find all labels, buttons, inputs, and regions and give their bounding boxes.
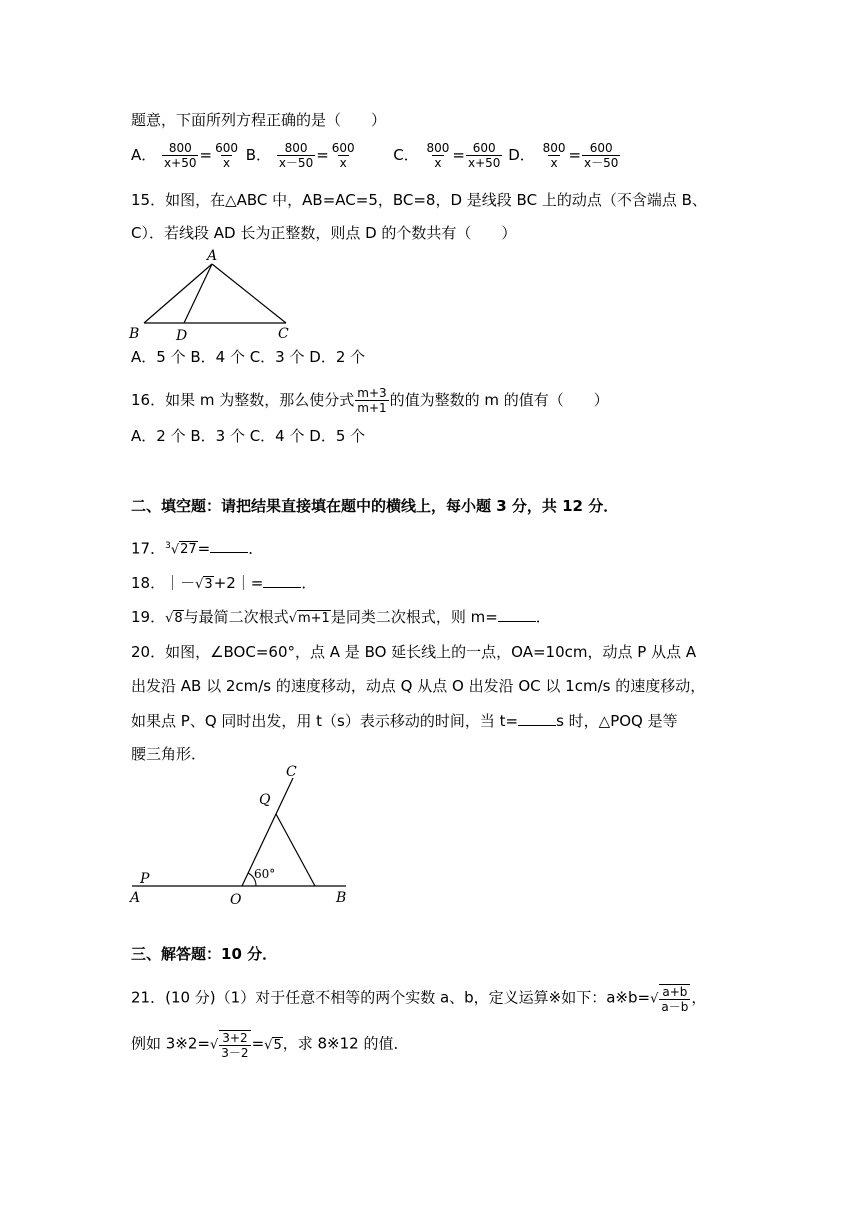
label-b: B bbox=[336, 890, 347, 906]
q15-triangle-figure bbox=[126, 248, 296, 343]
label-q: Q bbox=[259, 792, 271, 808]
q16-stem: 16．如果 m 为整数，那么使分式 $\frac{m+3}{m+1}$ 的值为整数的 m 的值有（ ） bbox=[131, 386, 609, 415]
q21-def-sqrt: √ $\frac{a+b}{a-b}$ bbox=[650, 985, 689, 1014]
q14-text: 题意，下面所列方程正确的是（ ） bbox=[131, 111, 387, 129]
vertex-b-label: B bbox=[129, 326, 140, 342]
label-c: C bbox=[286, 764, 297, 780]
q14-option-a-frac2: $\frac{600}{x}$ bbox=[215, 141, 238, 170]
section3-title: 三、解答题：10 分． bbox=[131, 945, 278, 963]
q19-sqrt-m1: √m+1 bbox=[288, 611, 330, 626]
q21-ex-sqrt: √ $\frac{3+2}{3-2}$ bbox=[210, 1031, 249, 1060]
q20-line1: 20．如图，∠BOC=60°，点 A 是 BO 延长线上的一点，OA=10cm，动点 P 从点 A bbox=[131, 643, 697, 661]
vertex-c-label: C bbox=[278, 326, 289, 342]
segment-qb bbox=[276, 814, 315, 886]
q16-options: A．2 个 B．3 个 C．4 个 D．5 个 bbox=[131, 427, 366, 445]
segment-ac bbox=[212, 264, 286, 323]
q14-options: A． $\frac{800}{x+50}$ = $\frac{600}{x}$ B． $\frac{800}{x-50}$ = $\frac{600}{x}$ C． $\frac{800}{x}$ = $\frac{600}{x+50}$ D． $\frac{800}{x}$ = $\frac{600}{x-50}$ bbox=[131, 141, 619, 170]
q14-option-d-frac2: $\frac{600}{x-50}$ bbox=[584, 141, 619, 170]
vertex-a-label: A bbox=[207, 248, 218, 264]
q19-answer-blank[interactable] bbox=[498, 606, 536, 622]
q20-line4: 腰三角形． bbox=[131, 745, 207, 763]
q20-answer-blank[interactable] bbox=[518, 710, 556, 726]
q14-option-a-label: A． bbox=[131, 146, 157, 164]
q15-options: A．5 个 B．4 个 C．3 个 D．2 个 bbox=[131, 348, 366, 366]
q21-definition: 21．(10 分)（1）对于任意不相等的两个实数 a、b，定义运算※如下：a※b=√ $\frac{a+b}{a-b}$ ， bbox=[131, 985, 707, 1014]
section2-title: 二、填空题：请把结果直接填在题中的横线上，每小题 3 分，共 12 分． bbox=[131, 497, 619, 515]
q14-option-d-label: D． bbox=[508, 146, 535, 164]
q18-answer-blank[interactable] bbox=[263, 572, 301, 588]
q14-option-c-label: C． bbox=[393, 146, 419, 164]
q15-line1: 15．如图，在△ABC 中，AB=AC=5，BC=8，D 是线段 BC 上的动点（不含端点 B、 bbox=[131, 191, 707, 209]
q20-angle-figure bbox=[126, 762, 356, 910]
q17-cube-root: $^3$√27 bbox=[165, 541, 197, 558]
point-d-label: D bbox=[176, 328, 188, 343]
q14-option-b-frac1: $\frac{800}{x-50}$ bbox=[278, 141, 314, 170]
q19: 19．√8与最简二次根式√m+1是同类二次根式，则 m= ． bbox=[131, 606, 551, 629]
q14-option-c-frac2: $\frac{600}{x+50}$ bbox=[468, 141, 501, 170]
q18: 18．｜－√3+2｜= ． bbox=[131, 572, 316, 595]
q14-option-a-frac1: $\frac{800}{x+50}$ bbox=[164, 141, 197, 170]
label-p: P bbox=[140, 871, 150, 887]
q17: 17．$^3$√27= ． bbox=[131, 536, 263, 560]
q14-option-c-frac1: $\frac{800}{x}$ bbox=[426, 141, 450, 170]
q16-fraction: $\frac{m+3}{m+1}$ bbox=[357, 386, 387, 415]
q18-sqrt: √3 bbox=[195, 577, 213, 592]
q19-sqrt-8: √8 bbox=[165, 611, 183, 626]
segment-ad bbox=[184, 264, 212, 323]
q14-option-b-label: B． bbox=[245, 146, 272, 164]
label-o: O bbox=[230, 892, 242, 908]
q20-line3: 如果点 P、Q 同时出发，用 t（s）表示移动的时间，当 t= s 时，△POQ 是等 bbox=[131, 712, 678, 730]
q21-example: 例如 3※2=√ $\frac{3+2}{3-2}$ =√5，求 8※12 的值． bbox=[131, 1031, 409, 1060]
q17-answer-blank[interactable] bbox=[210, 537, 248, 553]
q15-line2: C）．若线段 AD 长为正整数，则点 D 的个数共有（ ） bbox=[131, 224, 517, 242]
q14-option-d-frac1: $\frac{800}{x}$ bbox=[542, 141, 566, 170]
label-a: A bbox=[130, 890, 141, 906]
q20-line2: 出发沿 AB 以 2cm/s 的速度移动，动点 Q 从点 O 出发沿 OC 以 1cm/s 的速度移动， bbox=[131, 677, 706, 695]
angle-60-label: 60° bbox=[254, 867, 276, 881]
q21-ex-sqrt5: √5 bbox=[264, 1037, 282, 1053]
segment-ab bbox=[144, 264, 212, 323]
q14-option-b-frac2: $\frac{600}{x}$ bbox=[331, 141, 355, 170]
